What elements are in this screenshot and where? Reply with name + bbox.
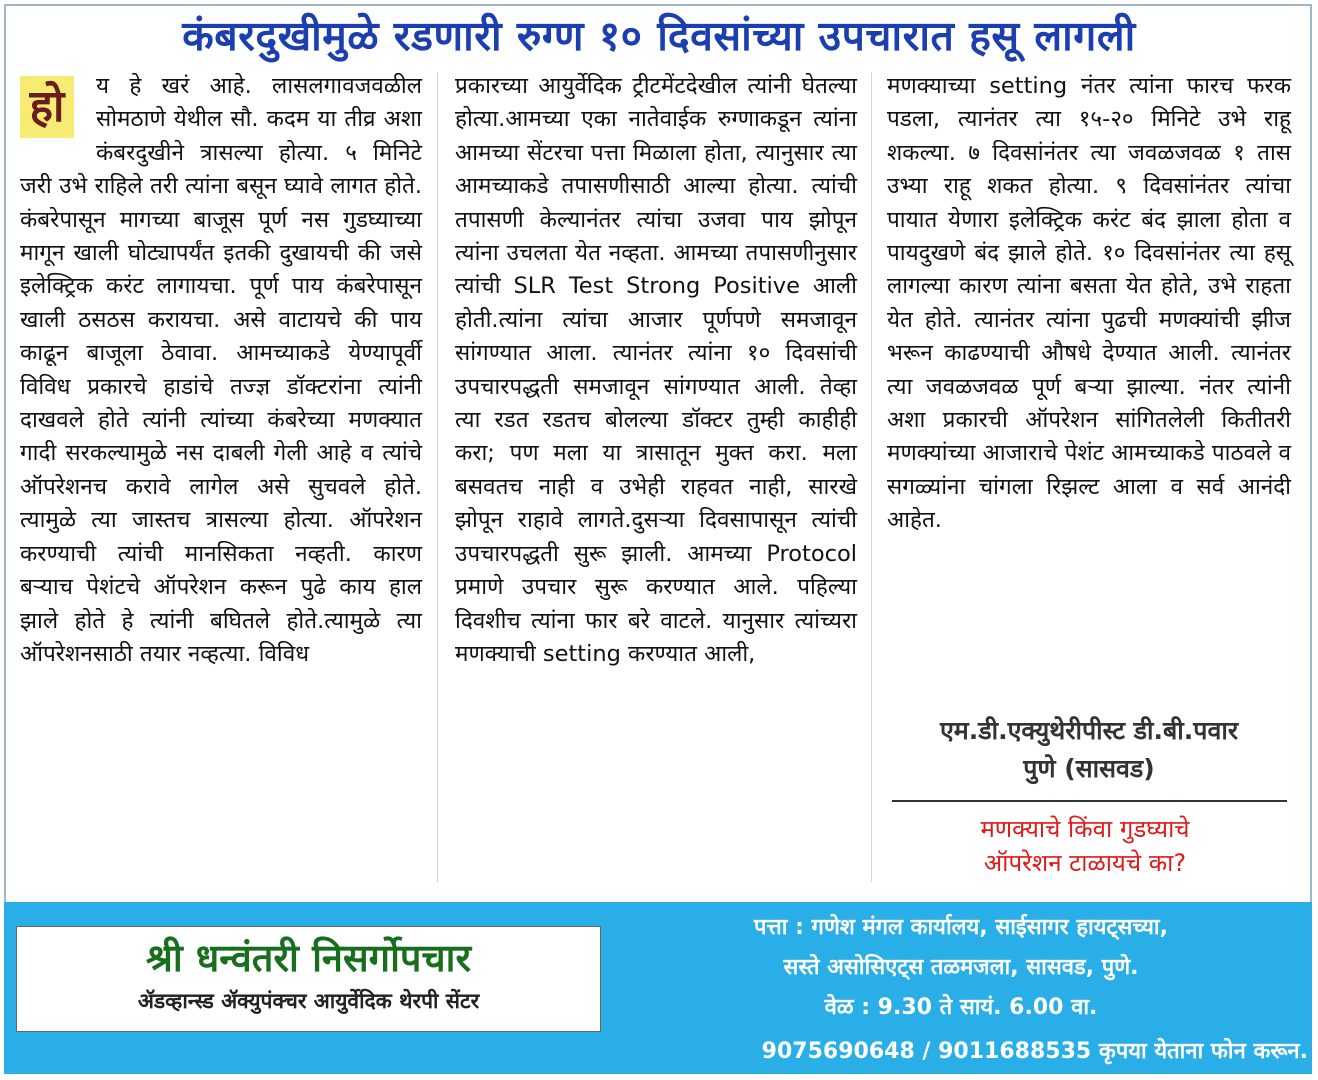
contact-info <box>616 908 1306 1028</box>
article-text-col3: मणक्याच्या setting नंतर त्यांना फारच फरक पडला, त्यानंतर त्या १५-२० मिनिटे उभे राहू शकल्या. ७ दिवसांनंतर त्या जवळजवळ १ तास उभ्या राहू शकत होत्या. ९ दिवसांनंतर त्यांचा पायात येणारा इलेक्ट्रिक करंट बंद झाला होता व पायदुखणे बंद झाले होते. १० दिवसांनंतर त्या हसू लागल्या कारण त्यांना बसता येत होते, उभे राहता येत होते. त्यानंतर त्यांना पुढची मणक्यांची झीज भरून काढण्याची औषधे देण्यात आली. त्यानंतर त्या जवळजवळ पूर्ण बऱ्या झाल्या. नंतर त्यांनी अशा प्रकारची ऑपरेशन सांगितलेली कितीतरी मणक्यांच्या आजाराचे पेशंट आमच्याकडे पाठवले व सगळ्यांना चांगला रिझल्ट आला व सर्व आनंदी आहेत. <box>887 73 1291 534</box>
article-column-3 <box>887 70 1291 538</box>
byline-rule <box>892 800 1287 802</box>
article-headline: कंबरदुखीमुळे रडणारी रुग्ण १० दिवसांच्या उपचारात हसू लागली <box>182 12 1136 60</box>
author-name: एम.डी.एक्युथेरीपीस्ट डी.बी.पवार <box>939 716 1239 745</box>
article-text-col2: प्रकारच्या आयुर्वेदिक ट्रीटमेंटदेखील त्यांनी घेतल्या होत्या.आमच्या एका नातेवाईक रुग्णाकडून त्यांना आमच्या सेंटरचा पत्ता मिळाला होता, त्यानुसार त्या आमच्याकडे तपासणीसाठी आल्या होत्या. त्यांची तपासणी केल्यानंतर त्यांचा उजवा पाय झोपून त्यांना उचलता येत नव्हता. आमच्या तपासणीनुसार त्यांची SLR Test Strong Positive आली होती.त्यांना त्यांचा आजार पूर्णपणे समजावून सांगण्यात आला. त्यानंतर त्यांना १० दिवसांची उपचारपद्धती समजावून सांगण्यात आली. तेव्हा त्या रडत रडतच बोलल्या डॉक्टर तुम्ही काहीही करा; पण मला या त्रासातून मुक्त करा. मला बसवतच नाही व उभेही राहवत नाही, सारखे झोपून राहावे लागते.दुसऱ्या दिवसापासून त्यांची उपचारपद्धती सुरू झाली. आमच्या Protocol प्रमाणे उपचार सुरू करण्यात आले. पहिल्या दिवशीच त्यांना फार बरे वाटले. यानुसार त्यांच्यरा मणक्याची setting करण्यात आली, <box>455 73 857 667</box>
address-line-2: सस्ते असोसिएट्स तळमजला, सासवड, पुणे. <box>783 955 1139 980</box>
advertisement-footer <box>4 902 1312 1074</box>
author-byline <box>887 712 1291 788</box>
column-divider <box>871 72 872 882</box>
author-location: पुणे (सासवड) <box>1023 754 1155 783</box>
promo-question <box>900 812 1270 880</box>
article-column-1 <box>20 70 422 671</box>
phone-numbers: 9075690648 / 9011688535 कृपया येताना फोन करून. <box>761 1039 1308 1064</box>
brand-subtitle: ॲडव्हान्स्ड ॲक्युपंक्चर आयुर्वेदिक थेरपी सेंटर <box>137 989 480 1013</box>
brand-box <box>16 926 601 1032</box>
brand-name: श्री धन्वंतरी निसर्गोपचार <box>145 936 472 980</box>
article-column-2 <box>455 70 857 671</box>
promo-question-line2: ऑपरेशन टाळायचे का? <box>983 849 1187 877</box>
article-text-col1: य हे खरं आहे. लासलगावजवळील सोमठाणे येथील सौ. कदम या तीव्र अशा कंबरदुखीने त्रासल्या होत्या. ५ मिनिटे जरी उभे राहिले तरी त्यांना बसून घ्यावे लागत होते. कंबरेपासून मागच्या बाजूस पूर्ण नस गुडघ्याच्या मागून खाली घोट्यापर्यंत इतकी दुखायची की जसे इलेक्ट्रिक करंट लागायचा. पूर्ण पाय कंबरेपासून खाली ठसठस करायचा. असे वाटायचे की पाय काढून बाजूला ठेवावा. आमच्याकडे येण्यापूर्वी विविध प्रकारचे हाडांचे तज्ज्ञ डॉक्टरांना त्यांनी दाखवले होते त्यांनी त्यांच्या कंबरेच्या मणक्यात गादी सरकल्यामुळे नस दाबली गेली आहे व त्यांचे ऑपरेशनच करावे लागेल असे सुचवले होते. त्यामुळे त्या जास्तच त्रासल्या होत्या. ऑपरेशन करण्याची त्यांची मानसिकता नव्हती. कारण बऱ्याच पेशंटचे ऑपरेशन करून पुढे काय हाल झाले होते हे त्यांनी बघितले होते.त्यामुळे त्या ऑपरेशनसाठी तयार नव्हत्या. विविध <box>20 73 422 667</box>
dropcap: हो <box>20 76 74 138</box>
address-line-1: पत्ता : गणेश मंगल कार्यालय, साईसागर हायट्सच्या, <box>754 915 1168 940</box>
column-divider <box>437 72 438 882</box>
timing: वेळ : 9.30 ते सायं. 6.00 वा. <box>824 995 1098 1020</box>
promo-question-line1: मणक्याचे किंवा गुडघ्याचे <box>980 815 1190 843</box>
